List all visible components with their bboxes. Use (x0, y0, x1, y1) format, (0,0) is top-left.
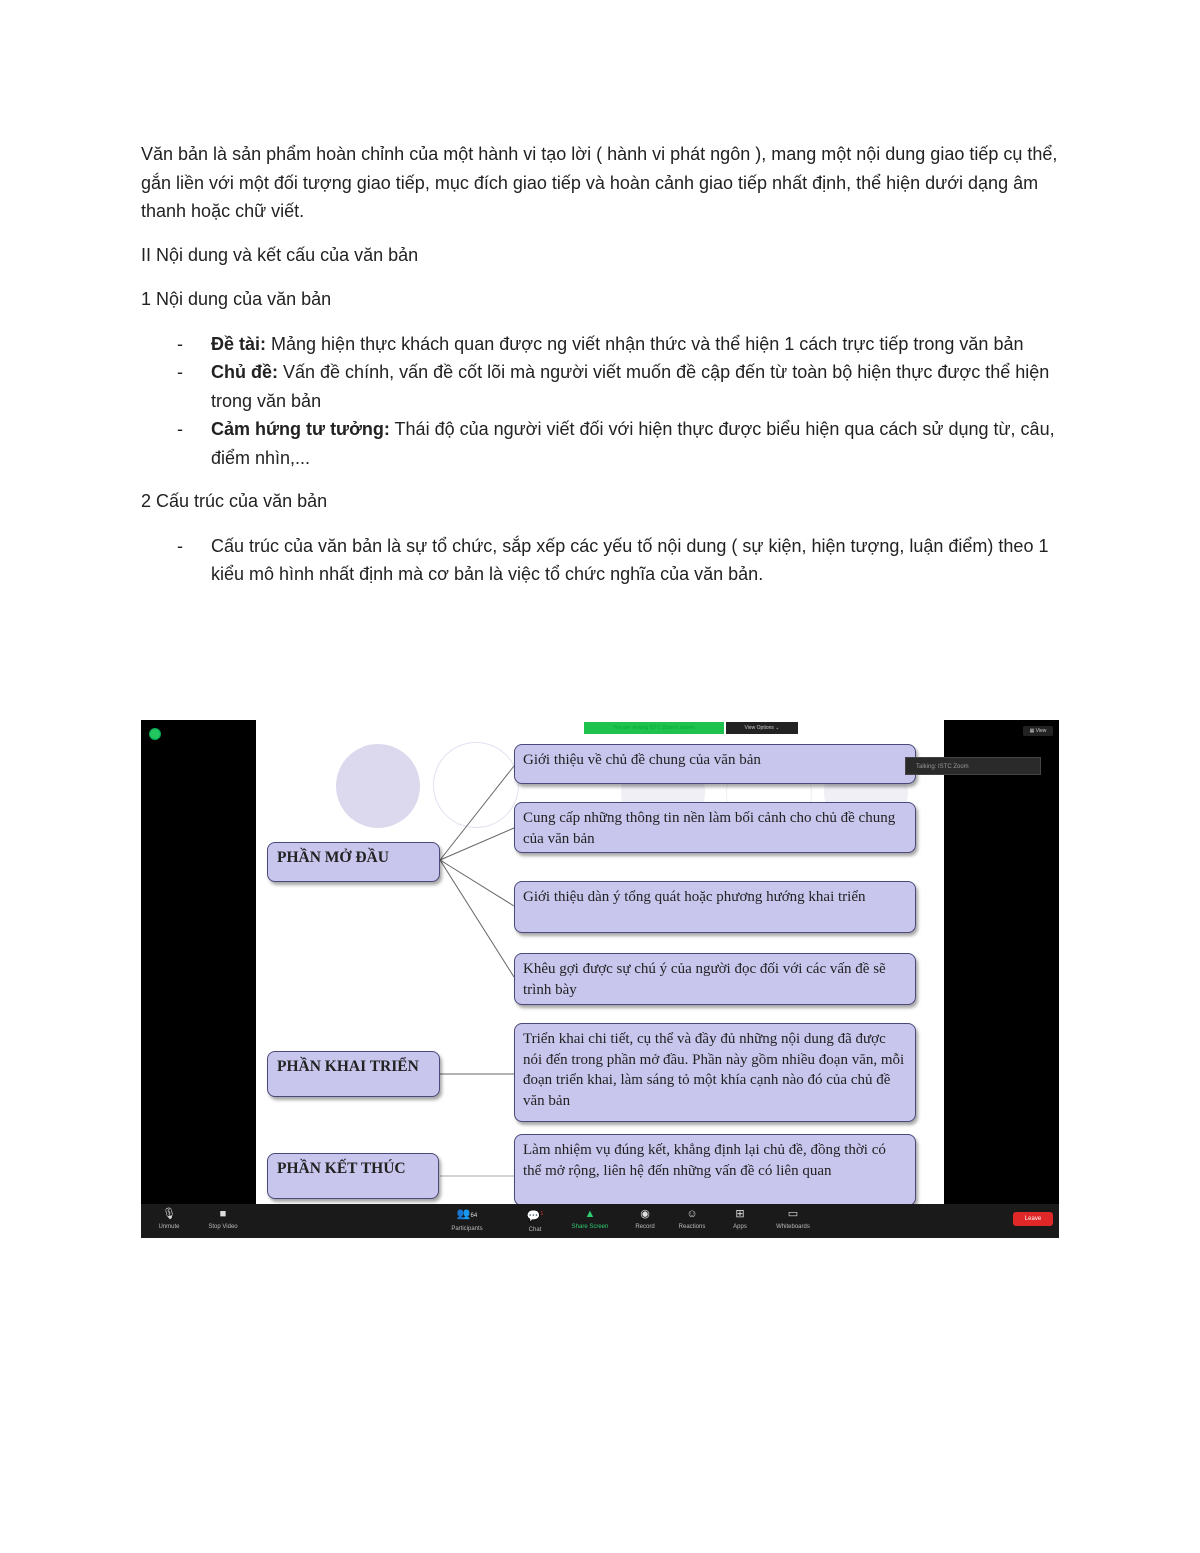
diagram-box-detail: Làm nhiệm vụ đúng kết, khẳng định lại chủ đề, đồng thời có thể mở rộng, liên hệ đến những vấn đề có liên quan (514, 1134, 916, 1204)
intro-paragraph: Văn bản là sản phẩm hoàn chỉnh của một hành vi tạo lời ( hành vi phát ngôn ), mang một nội dung giao tiếp cụ thể, gắn liền với một đối tượng giao tiếp, mục đích giao tiếp và hoàn cảnh giao tiếp nhất định, thể hiện dưới dạng âm thanh hoặc chữ viết. (141, 144, 1058, 221)
participants-button[interactable]: 👥64 Participants (451, 1208, 483, 1232)
diagram-box-detail: Khêu gợi được sự chú ý của người đọc đối với các vấn đề sẽ trình bày (514, 953, 916, 1005)
mic-muted-icon: 🎙 (162, 1208, 176, 1220)
reactions-button[interactable]: ☺ Reactions (672, 1207, 712, 1230)
unmute-button[interactable]: 🎙 Unmute (149, 1207, 189, 1230)
reactions-icon: ☺ (686, 1208, 698, 1220)
zoom-screenshot (141, 720, 1059, 1238)
diagram-box-detail: Cung cấp những thông tin nền làm bối cảnh cho chủ đề chung của văn bản (514, 802, 916, 853)
share-screen-icon: ▲ (584, 1208, 596, 1220)
diagram-box-detail: Giới thiệu về chủ đề chung của văn bản (514, 744, 916, 784)
list-item: - Đề tài: Mảng hiện thực khách quan được ng viết nhận thức và thể hiện 1 cách trực tiếp trong văn bản (177, 333, 1024, 354)
chat-icon: 💬$^1$ (526, 1210, 544, 1223)
diagram-box-opening: PHẦN MỞ ĐẦU (267, 842, 440, 882)
apps-button[interactable]: ⊞ Apps (720, 1207, 760, 1230)
list-item: - Cấu trúc của văn bản là sự tổ chức, sắp xếp các yếu tố nội dung ( sự kiện, hiện tượng, luận điểm) theo 1 kiểu mô hình nhất định mà cơ bản là việc tổ chức nghĩa của văn bản. (177, 535, 1049, 584)
share-banner: You are viewing ISTC Zoom's screen (584, 722, 724, 734)
stop-video-button[interactable]: ■ Stop Video (203, 1207, 243, 1230)
view-options-button[interactable]: View Options ⌄ (726, 722, 798, 734)
apps-icon: ⊞ (735, 1208, 745, 1220)
list-item: - Chủ đề: Vấn đề chính, vấn đề cốt lõi mà người viết muốn đề cập đến từ toàn bộ hiện thực được thể hiện trong văn bản (177, 362, 1050, 411)
diagram-box-development: PHẦN KHAI TRIỂN (267, 1051, 440, 1097)
diagram-box-ending: PHẦN KẾT THÚC (267, 1153, 439, 1199)
list-item: - Cảm hứng tư tưởng: Thái độ của người viết đối với hiện thực được biểu hiện qua cách sử dụng từ, câu, điểm nhìn,... (177, 419, 1055, 468)
diagram-box-detail: Triển khai chi tiết, cụ thể và đầy đủ những nội dung đã được nói đến trong phần mở đầu. Phần này gồm nhiều đoạn văn, mỗi đoạn triển khai, làm sáng tỏ một khía cạnh nào đó của chủ đề văn bản (514, 1023, 916, 1122)
participants-icon: 👥 (456, 1208, 471, 1220)
chat-button[interactable]: 💬$^1$ Chat (515, 1207, 555, 1233)
security-status-icon (149, 728, 161, 740)
subsection-heading-1: 1 Nội dung của văn bản (141, 289, 332, 309)
talking-indicator: Talking: ISTC Zoom (905, 757, 1041, 775)
subsection-heading-2: 2 Cấu trúc của văn bản (141, 491, 328, 511)
chat-badge: 1 (540, 1211, 544, 1217)
view-button[interactable]: ▦ View (1023, 726, 1053, 736)
leave-button[interactable]: Leave (1013, 1212, 1053, 1226)
document-body (141, 140, 1061, 604)
diagram-box-detail: Giới thiệu dàn ý tổng quát hoặc phương hướng khai triển (514, 881, 916, 933)
whiteboard-icon: ▭ (787, 1208, 799, 1220)
participant-count: 64 (470, 1213, 478, 1219)
meeting-toolbar (141, 1204, 1059, 1238)
record-button[interactable]: ◉ Record (625, 1207, 665, 1230)
section-heading: II Nội dung và kết cấu của văn bản (141, 244, 419, 265)
record-icon: ◉ (640, 1208, 650, 1220)
whiteboards-button[interactable]: ▭ Whiteboards (773, 1207, 813, 1230)
share-screen-button[interactable]: ▲ Share Screen (571, 1208, 609, 1230)
structure-list (141, 532, 1061, 589)
video-icon: ■ (219, 1208, 227, 1220)
content-list (141, 330, 1061, 473)
shared-slide (256, 720, 944, 1204)
